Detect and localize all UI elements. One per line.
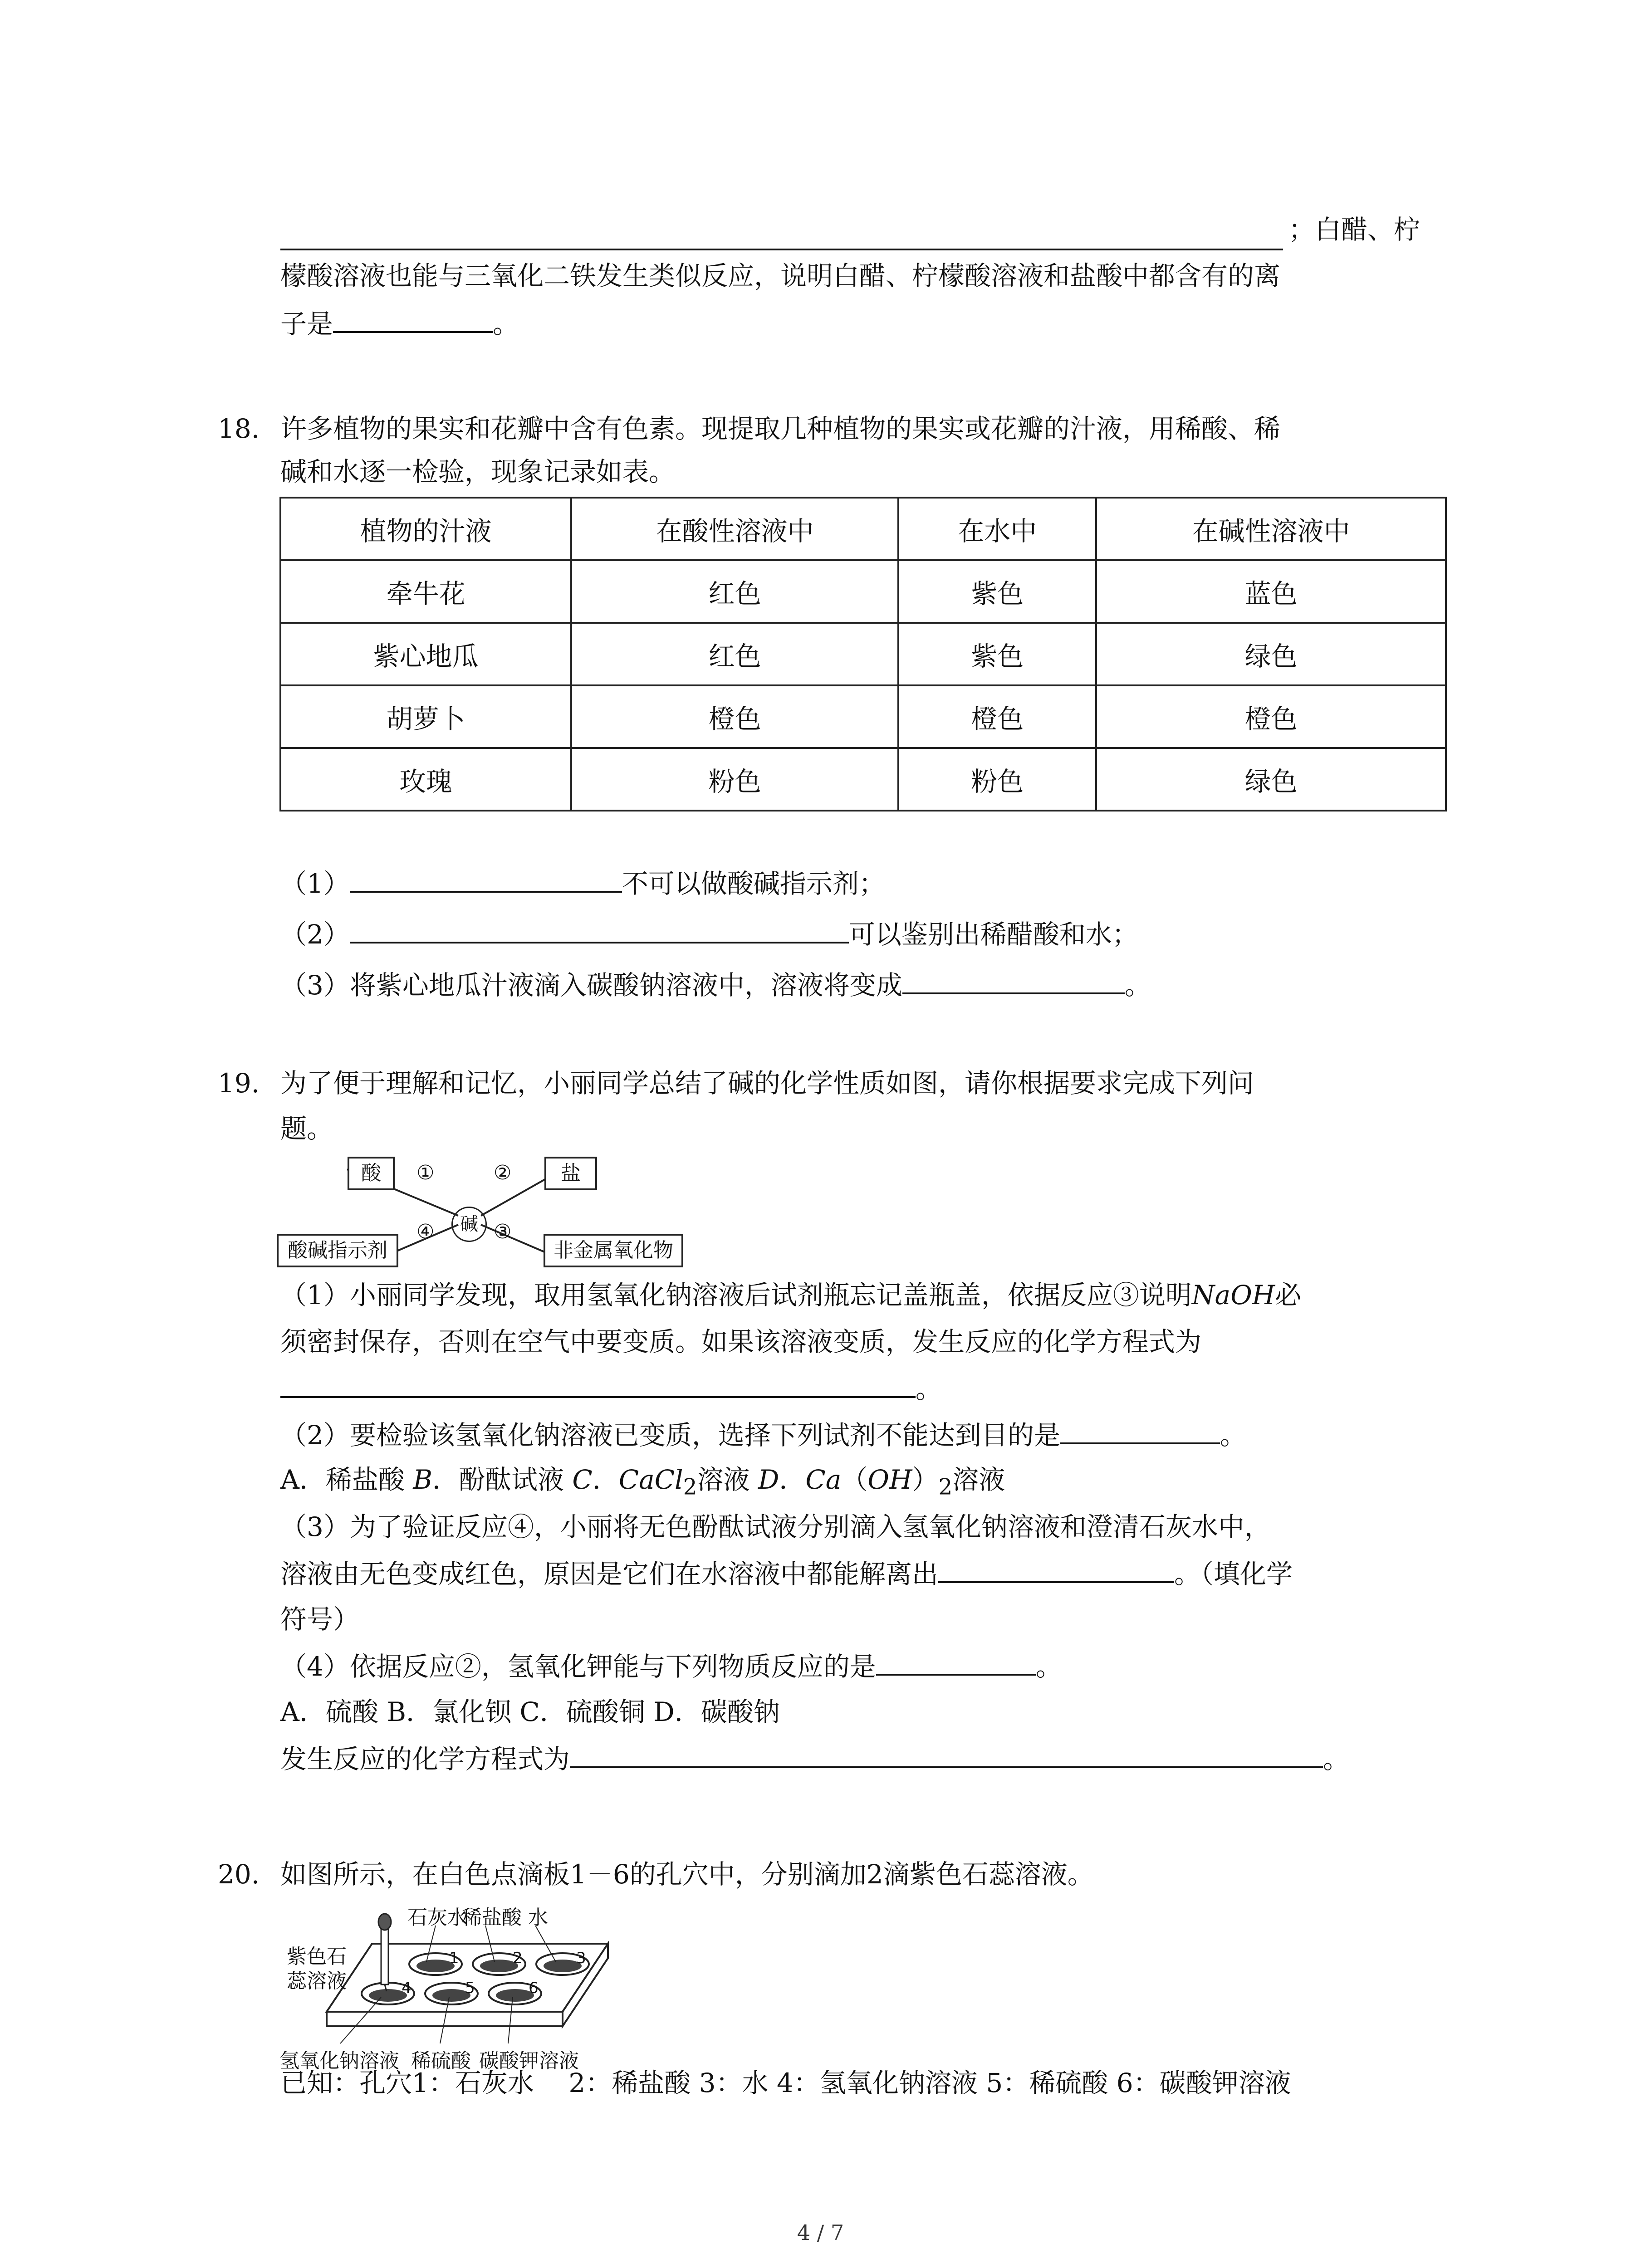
table-cell: 红色 — [571, 623, 898, 685]
q19-p4-line3 — [280, 1740, 1349, 1777]
table-header-cell: 植物的汁液 — [280, 498, 571, 560]
q18-sub2 — [280, 915, 1138, 953]
q17-line1-right: ；白醋、柠 — [1288, 214, 1421, 245]
nonmetal-oxide-box: 非金属氧化物 — [544, 1234, 683, 1267]
q20-number: 20. — [218, 1859, 260, 1890]
table-cell: 牵牛花 — [280, 560, 571, 623]
text: 。 — [1035, 1651, 1062, 1682]
reaction-number-1: ① — [416, 1161, 435, 1184]
subscript: 2 — [683, 1474, 697, 1500]
table-header-cell: 在水中 — [898, 498, 1096, 560]
table-row — [280, 560, 1446, 623]
hole-label-k2co3: 碳酸钾溶液 — [479, 2049, 579, 2072]
q17-line3-prefix: 子是 — [280, 308, 333, 339]
table-row — [280, 685, 1446, 748]
sub-text: 不可以做酸碱指示剂； — [622, 868, 885, 899]
text: （2）要检验该氢氧化钠溶液已变质，选择下列试剂不能达到目的是 — [280, 1420, 1060, 1451]
formula: OH — [867, 1464, 912, 1495]
text: 溶液 — [952, 1464, 1005, 1495]
table-cell: 玫瑰 — [280, 748, 571, 811]
table-cell: 橙色 — [571, 685, 898, 748]
text: 。（填化学 — [1174, 1559, 1293, 1589]
text: 溶液 — [697, 1464, 758, 1495]
q20-known: 已知：孔穴1：石灰水 2：稀盐酸 3：水 4：氢氧化钠溶液 5：稀硫酸 6：碳酸钾溶液 — [280, 2068, 1291, 2098]
base-properties-diagram — [272, 1148, 708, 1266]
q17-line3-suffix: 。 — [493, 308, 519, 339]
table-cell: 橙色 — [898, 685, 1096, 748]
base-node: 碱 — [451, 1207, 487, 1242]
text: 发生反应的化学方程式为 — [280, 1744, 570, 1774]
q18-number: 18. — [218, 413, 260, 444]
text: ． — [779, 1464, 806, 1495]
dropper-label-line2: 蕊溶液 — [287, 1970, 347, 1993]
hole-number-4: 4 — [402, 1979, 411, 1997]
q18-sub1 — [280, 865, 885, 902]
sub-label: （2） — [280, 919, 350, 950]
q19-p1-line2: 须密封保存，否则在空气中要变质。如果该溶液变质，发生反应的化学方程式为 — [280, 1326, 1202, 1357]
hole-label-dilute-hcl: 稀盐酸 — [462, 1906, 522, 1929]
q19-stem-line1: 为了便于理解和记忆，小丽同学总结了碱的化学性质如图，请你根据要求完成下列问 — [280, 1068, 1254, 1099]
reaction-number-3: ③ — [494, 1220, 512, 1243]
hole-number-6: 6 — [529, 1979, 539, 1997]
text: （4）依据反应②，氢氧化钾能与下列物质反应的是 — [280, 1651, 876, 1682]
answer-blank[interactable] — [938, 1555, 1174, 1583]
text: 。 — [916, 1374, 942, 1404]
answer-blank[interactable] — [350, 915, 849, 943]
table-cell: 绿色 — [1096, 748, 1446, 811]
sub-text: 可以鉴别出稀醋酸和水； — [848, 919, 1138, 950]
text: D — [758, 1464, 779, 1495]
q18-stem-line1: 许多植物的果实和花瓣中含有色素。现提取几种植物的果实或花瓣的汁液，用稀酸、稀 — [280, 413, 1281, 444]
hole-number-3: 3 — [576, 1949, 586, 1967]
q18-stem-line2: 碱和水逐一检验，现象记录如表。 — [280, 456, 676, 487]
q19-number: 19. — [218, 1068, 260, 1099]
q19-p1-line3 — [280, 1370, 942, 1407]
q19-p3-line3: 符号） — [280, 1604, 360, 1635]
q19-stem-line2: 题。 — [280, 1113, 333, 1144]
sub-text: （3）将紫心地瓜汁液滴入碳酸钠溶液中，溶液将变成 — [280, 970, 902, 1001]
text: 。 — [1323, 1744, 1350, 1774]
q17-line2: 檬酸溶液也能与三氧化二铁发生类似反应，说明白醋、柠檬酸溶液和盐酸中都含有的离 — [280, 260, 1281, 291]
formula: CaCl — [618, 1464, 683, 1495]
text: 必 — [1275, 1280, 1302, 1310]
hole-label-naoh: 氢氧化钠溶液 — [279, 2049, 399, 2072]
salt-box: 盐 — [544, 1157, 597, 1190]
table-cell: 粉色 — [898, 748, 1096, 811]
text: A．稀盐酸 — [280, 1464, 413, 1495]
table-cell: 紫心地瓜 — [280, 623, 571, 685]
q17-line3 — [280, 305, 519, 342]
q19-p2-line1 — [280, 1416, 1246, 1453]
table-cell: 绿色 — [1096, 623, 1446, 685]
reaction-number-4: ④ — [416, 1220, 435, 1243]
table-cell: 蓝色 — [1096, 560, 1446, 623]
acid-box: 酸 — [348, 1157, 395, 1190]
sub-label: （1） — [280, 868, 350, 899]
text: 。 — [1220, 1420, 1246, 1451]
table-cell: 橙色 — [1096, 685, 1446, 748]
table-header-cell: 在酸性溶液中 — [571, 498, 898, 560]
answer-blank[interactable] — [876, 1647, 1036, 1676]
text: ．酚酞试液 — [432, 1464, 573, 1495]
answer-blank[interactable] — [902, 966, 1125, 994]
pigment-table — [279, 497, 1447, 811]
text: B — [413, 1464, 432, 1495]
text: C — [572, 1464, 593, 1495]
hole-label-limewater: 石灰水 — [407, 1906, 467, 1929]
q20-stem: 如图所示，在白色点滴板1－6的孔穴中，分别滴加2滴紫色石蕊溶液。 — [280, 1859, 1094, 1890]
dropper-label-line1: 紫色石 — [287, 1945, 347, 1968]
q19-p1-line1 — [280, 1277, 1301, 1313]
reaction-number-2: ② — [494, 1161, 512, 1184]
answer-blank[interactable] — [280, 249, 1283, 250]
text: （1）小丽同学发现，取用氢氧化钠溶液后试剂瓶忘记盖瓶盖，依据反应③说明 — [280, 1280, 1192, 1310]
text: 溶液由无色变成红色，原因是它们在水溶液中都能解离出 — [280, 1559, 939, 1589]
table-cell: 胡萝卜 — [280, 685, 571, 748]
hole-label-water: 水 — [528, 1906, 548, 1929]
q19-p4-options: A．硫酸 B．氯化钡 C．硫酸铜 D．碳酸钠 — [280, 1696, 780, 1727]
table-cell: 紫色 — [898, 623, 1096, 685]
q19-p4-line1 — [280, 1647, 1062, 1685]
answer-blank[interactable] — [350, 865, 622, 893]
table-header-cell: 在碱性溶液中 — [1096, 498, 1446, 560]
text: ） — [912, 1464, 939, 1495]
page-number: 4 / 7 — [797, 2220, 844, 2245]
formula: Ca — [805, 1464, 842, 1495]
hole-number-1: 1 — [449, 1949, 459, 1967]
answer-blank[interactable] — [333, 305, 493, 333]
q18-sub3 — [280, 966, 1151, 1003]
subscript: 2 — [938, 1474, 953, 1500]
hole-number-5: 5 — [465, 1979, 475, 1997]
formula: NaOH — [1191, 1280, 1275, 1310]
answer-blank[interactable] — [570, 1740, 1323, 1768]
table-header-row — [280, 498, 1446, 560]
answer-blank[interactable] — [1060, 1416, 1220, 1444]
q19-p3-line1: （3）为了验证反应④，小丽将无色酚酞试液分别滴入氢氧化钠溶液和澄清石灰水中， — [280, 1511, 1271, 1542]
text: ． — [592, 1464, 619, 1495]
sub-end: 。 — [1124, 970, 1151, 1001]
table-row — [280, 623, 1446, 685]
table-cell: 紫色 — [898, 560, 1096, 623]
text: （ — [841, 1464, 868, 1495]
indicator-box: 酸碱指示剂 — [277, 1234, 398, 1267]
table-cell: 红色 — [571, 560, 898, 623]
q19-p3-line2 — [280, 1555, 1293, 1592]
answer-blank[interactable] — [280, 1370, 916, 1398]
hole-number-2: 2 — [513, 1949, 523, 1967]
table-row — [280, 748, 1446, 811]
table-cell: 粉色 — [571, 748, 898, 811]
q19-p2-options — [280, 1461, 1005, 1505]
hole-label-dilute-h2so4: 稀硫酸 — [411, 2049, 471, 2072]
